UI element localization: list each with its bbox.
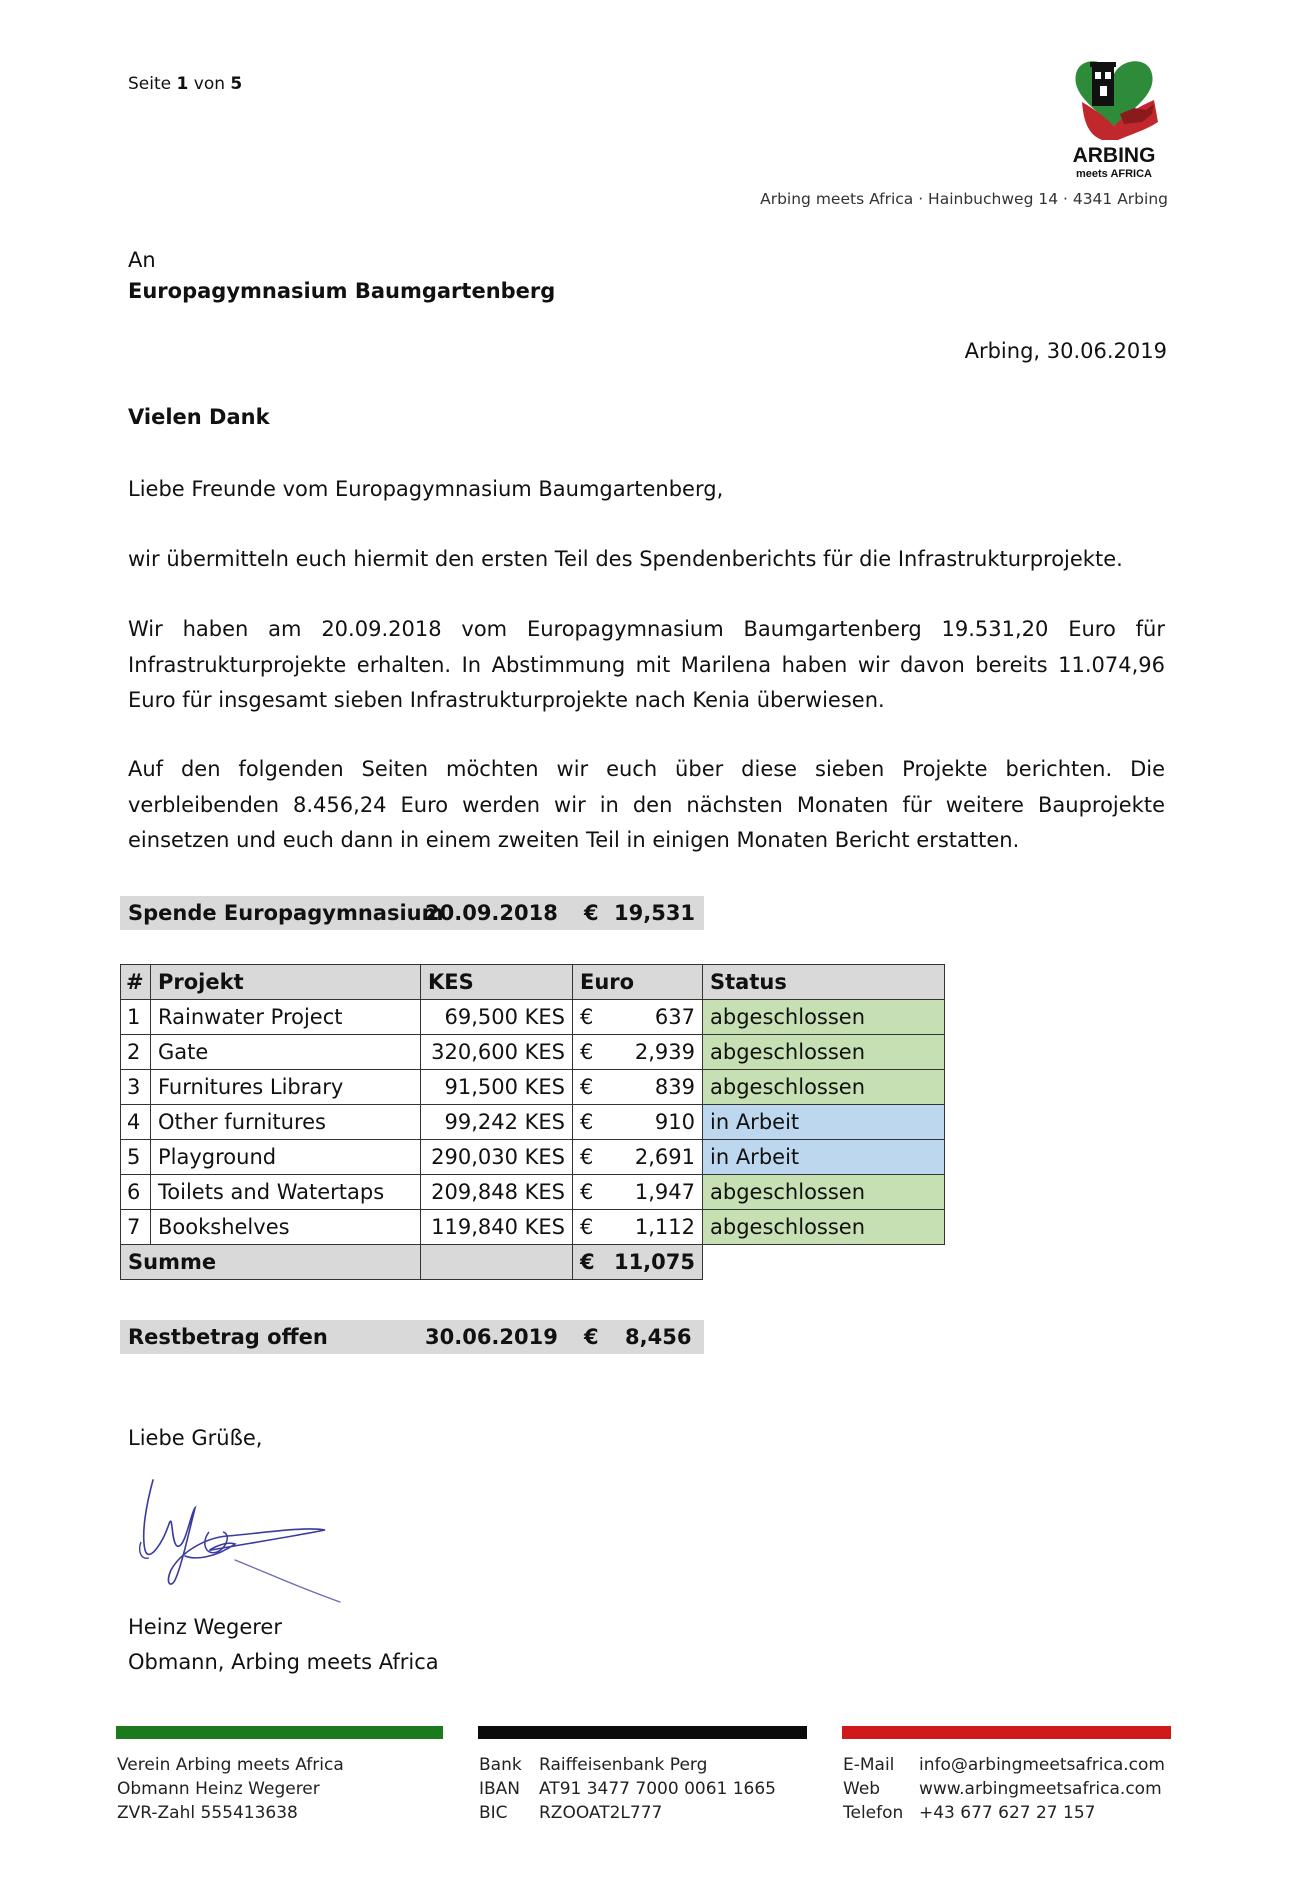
row-euro-cell xyxy=(573,1140,703,1175)
header-project: Projekt xyxy=(151,965,421,1000)
donation-summary-bar xyxy=(120,896,704,930)
remaining-summary-bar xyxy=(120,1320,704,1354)
header-status: Status xyxy=(703,965,945,1000)
handwritten-signature xyxy=(135,1472,360,1607)
salutation: Liebe Freunde vom Europagymnasium Baumgartenberg, xyxy=(128,477,724,501)
row-euro-cell xyxy=(573,1105,703,1140)
row-euro-currency: € xyxy=(580,1075,594,1099)
footer-bank-label: Bank xyxy=(479,1755,522,1775)
row-euro-currency: € xyxy=(580,1180,594,1204)
footer-contact xyxy=(843,1753,1165,1825)
signer-name: Heinz Wegerer xyxy=(128,1615,282,1639)
table-header-row xyxy=(121,965,945,1000)
table-row xyxy=(121,1035,945,1070)
row-euro-value: 1,947 xyxy=(634,1180,695,1204)
paragraph-intro: wir übermitteln euch hiermit den ersten Teil des Spendenberichts für die Infrastrukturprojekte. xyxy=(128,547,1123,571)
footer-stripe-green xyxy=(116,1726,443,1739)
header-euro: Euro xyxy=(573,965,703,1000)
project-table xyxy=(120,964,945,1280)
closing-greeting: Liebe Grüße, xyxy=(128,1426,263,1450)
row-euro-value: 1,112 xyxy=(634,1215,695,1239)
footer-bic-label: BIC xyxy=(479,1803,508,1823)
row-euro-currency: € xyxy=(580,1215,594,1239)
header-kes: KES xyxy=(421,965,573,1000)
row-euro-value: 839 xyxy=(654,1075,695,1099)
footer-association xyxy=(117,1753,344,1825)
row-project: Rainwater Project xyxy=(151,1000,421,1035)
row-euro-value: 910 xyxy=(654,1110,695,1134)
row-status: in Arbeit xyxy=(703,1105,945,1140)
row-project: Playground xyxy=(151,1140,421,1175)
sender-address: Arbing meets Africa · Hainbuchweg 14 · 4341 Arbing xyxy=(760,190,1168,208)
letter-date: Arbing, 30.06.2019 xyxy=(964,339,1167,363)
row-number: 6 xyxy=(121,1175,151,1210)
letter-subject: Vielen Dank xyxy=(128,405,270,429)
table-row xyxy=(121,1140,945,1175)
footer-stripe-black xyxy=(478,1726,807,1739)
sum-currency: € xyxy=(580,1250,595,1274)
signer-block xyxy=(128,1610,439,1680)
page-total: 5 xyxy=(230,74,243,94)
row-euro-currency: € xyxy=(580,1110,594,1134)
row-kes: 209,848 KES xyxy=(421,1175,573,1210)
footer-email-label: E-Mail xyxy=(843,1755,895,1775)
row-project: Other furnitures xyxy=(151,1105,421,1140)
footer-bank xyxy=(479,1753,776,1825)
footer-web-label: Web xyxy=(843,1779,881,1799)
sum-euro-cell xyxy=(573,1245,703,1280)
sum-label: Summe xyxy=(121,1245,421,1280)
table-row xyxy=(121,1175,945,1210)
footer-line: Obmann Heinz Wegerer xyxy=(117,1779,320,1799)
table-row xyxy=(121,1070,945,1105)
row-kes: 290,030 KES xyxy=(421,1140,573,1175)
header-number: # xyxy=(121,965,151,1000)
arbing-meets-africa-logo xyxy=(1062,52,1167,182)
row-status: abgeschlossen xyxy=(703,1035,945,1070)
row-project: Bookshelves xyxy=(151,1210,421,1245)
sum-status-empty xyxy=(703,1245,945,1280)
row-euro-cell xyxy=(573,1070,703,1105)
row-euro-currency: € xyxy=(580,1005,594,1029)
footer-line: Verein Arbing meets Africa xyxy=(117,1755,344,1775)
table-row xyxy=(121,1210,945,1245)
row-euro-value: 2,939 xyxy=(634,1040,695,1064)
donation-amount: 19,531 xyxy=(614,901,696,925)
footer-email-link[interactable]: info@arbingmeetsafrica.com xyxy=(919,1755,1165,1775)
row-kes: 99,242 KES xyxy=(421,1105,573,1140)
row-euro-value: 2,691 xyxy=(634,1145,695,1169)
row-kes: 119,840 KES xyxy=(421,1210,573,1245)
row-kes: 320,600 KES xyxy=(421,1035,573,1070)
row-status: in Arbeit xyxy=(703,1140,945,1175)
donation-currency: € xyxy=(584,901,599,925)
paragraph-donation: Wir haben am 20.09.2018 vom Europagymnasium Baumgartenberg 19.531,20 Euro für Infrastrukturprojekte erhalten. In Abstimmung mit Marilena haben wir davon bereits 11.074,96 Euro für insgesamt sieben Infrastrukturprojekte nach Kenia überwiesen. xyxy=(128,617,1165,712)
row-project: Gate xyxy=(151,1035,421,1070)
page-number xyxy=(128,74,242,94)
row-euro-cell xyxy=(573,1035,703,1070)
row-euro-value: 637 xyxy=(654,1005,695,1029)
remaining-date: 30.06.2019 xyxy=(425,1325,558,1349)
row-number: 2 xyxy=(121,1035,151,1070)
row-status: abgeschlossen xyxy=(703,1210,945,1245)
footer-phone-value: +43 677 627 27 157 xyxy=(919,1803,1096,1823)
footer-web-link[interactable]: www.arbingmeetsafrica.com xyxy=(919,1779,1162,1799)
remaining-amount: 8,456 xyxy=(625,1325,692,1349)
page-current: 1 xyxy=(176,74,189,94)
row-euro-cell xyxy=(573,1000,703,1035)
row-project: Toilets and Watertaps xyxy=(151,1175,421,1210)
row-euro-currency: € xyxy=(580,1145,594,1169)
page-of: von xyxy=(193,74,226,94)
remaining-currency: € xyxy=(584,1325,599,1349)
table-sum-row xyxy=(121,1245,945,1280)
sum-kes-empty xyxy=(421,1245,573,1280)
row-project: Furnitures Library xyxy=(151,1070,421,1105)
recipient-name: Europagymnasium Baumgartenberg xyxy=(128,279,556,303)
footer-iban-label: IBAN xyxy=(479,1779,521,1799)
table-row xyxy=(121,1000,945,1035)
row-number: 4 xyxy=(121,1105,151,1140)
row-kes: 69,500 KES xyxy=(421,1000,573,1035)
remaining-label: Restbetrag offen xyxy=(128,1325,328,1349)
row-euro-cell xyxy=(573,1175,703,1210)
row-number: 3 xyxy=(121,1070,151,1105)
row-kes: 91,500 KES xyxy=(421,1070,573,1105)
page-label: Seite xyxy=(128,74,172,94)
row-number: 1 xyxy=(121,1000,151,1035)
footer-iban-value: AT91 3477 7000 0061 1665 xyxy=(539,1779,776,1799)
donation-label: Spende Europagymnasium xyxy=(128,901,444,925)
row-number: 5 xyxy=(121,1140,151,1175)
footer-bic-value: RZOOAT2L777 xyxy=(539,1803,663,1823)
logo-text-arbing: ARBING xyxy=(1072,144,1156,167)
recipient-label: An xyxy=(128,248,156,272)
footer-bank-value: Raiffeisenbank Perg xyxy=(539,1755,708,1775)
table-row xyxy=(121,1105,945,1140)
signer-title: Obmann, Arbing meets Africa xyxy=(128,1650,439,1674)
sum-value: 11,075 xyxy=(613,1250,695,1274)
footer-phone-label: Telefon xyxy=(843,1803,904,1823)
row-status: abgeschlossen xyxy=(703,1175,945,1210)
row-number: 7 xyxy=(121,1210,151,1245)
paragraph-outlook: Auf den folgenden Seiten möchten wir euch über diese sieben Projekte berichten. Die verbleibenden 8.456,24 Euro werden wir in den nächsten Monaten für weitere Bauprojekte einsetzen und euch dann in einem zweiten Teil in einigen Monaten Bericht erstatten. xyxy=(128,757,1165,852)
row-euro-currency: € xyxy=(580,1040,594,1064)
footer-stripe-red xyxy=(842,1726,1171,1739)
row-status: abgeschlossen xyxy=(703,1070,945,1105)
row-status: abgeschlossen xyxy=(703,1000,945,1035)
donation-date: 20.09.2018 xyxy=(425,901,558,925)
footer-line: ZVR-Zahl 555413638 xyxy=(117,1803,298,1823)
logo-text-meets-africa: meets AFRICA xyxy=(1076,168,1152,180)
row-euro-cell xyxy=(573,1210,703,1245)
